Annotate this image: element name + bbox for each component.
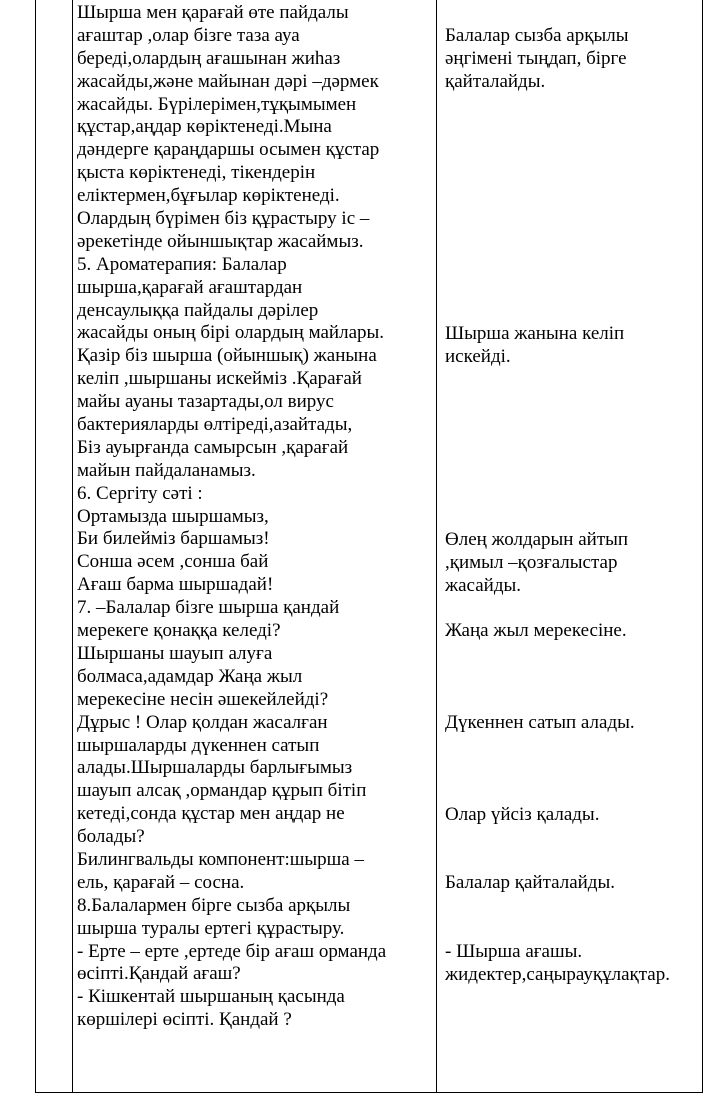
text-line: шауып алсақ ,ормандар құрып бітіп	[77, 780, 367, 802]
text-line: Біз ауырғанда самырсын ,қарағай	[77, 436, 349, 458]
text-line: ель, қарағай – сосна.	[77, 871, 245, 893]
response-line: Шырша жанына келіп	[445, 322, 625, 344]
text-line: 6. Сергіту сәті :	[77, 482, 203, 504]
text-line: Шыршаны шауып алуға	[77, 642, 273, 664]
response-line: Жаңа жыл мерекесіне.	[445, 620, 627, 642]
response-line: Балалар қайталайды.	[445, 872, 615, 894]
text-line: Олардың бүрімен біз құрастыру іс –	[77, 208, 370, 230]
text-line: болады?	[77, 826, 145, 848]
text-line: жасайды оның бірі олардың майлары.	[77, 322, 385, 344]
text-line: жасайды,және майынан дәрі –дәрмек	[77, 70, 379, 92]
text-line: өсіпті.Қандай ағаш?	[77, 963, 241, 985]
text-line: шыршаларды дүкеннен сатып	[77, 734, 320, 756]
text-line: мерекесіне несін әшекейлейді?	[77, 688, 329, 710]
table-cell-activity	[77, 2, 433, 1032]
response-line: жасайды.	[445, 574, 522, 596]
table-border-left	[35, 0, 36, 1092]
text-line: ағаштар ,олар бізге таза ауа	[77, 24, 300, 46]
text-line: мерекеге қонаққа келеді?	[77, 620, 281, 642]
text-line: шырша,қарағай ағаштардан	[77, 276, 303, 298]
response-line: жидектер,саңырауқұлақтар.	[445, 963, 670, 985]
text-line: Сонша әсем ,сонша бай	[77, 551, 269, 573]
text-line: көршілері өсіпті. Қандай ?	[77, 1009, 292, 1031]
table-column-divider	[72, 0, 73, 1092]
response-line: қайталайды.	[445, 70, 546, 92]
text-line: алады.Шыршаларды барлығымыз	[77, 757, 353, 779]
response-line: Өлең жолдарын айтып	[445, 528, 629, 550]
text-line: еліктермен,бұғылар көріктенеді.	[77, 185, 340, 207]
text-line: жасайды. Бүрілерімен,тұқымымен	[77, 93, 357, 115]
text-line: кетеді,сонда құстар мен аңдар не	[77, 803, 345, 825]
text-line: шырша туралы ертегі құрастыру.	[77, 917, 345, 939]
table-border-bottom	[35, 1092, 703, 1093]
text-line: 8.Балалармен бірге сызба арқылы	[77, 894, 351, 916]
text-line: Билингвальды компонент:шырша –	[77, 848, 364, 870]
text-line: - Ерте – ерте ,ертеде бір ағаш орманда	[77, 940, 387, 962]
text-line: береді,олардың ағашынан жиһаз	[77, 47, 341, 69]
text-line: денсаулыққа пайдалы дәрілер	[77, 299, 319, 321]
text-line: майын пайдаланамыз.	[77, 459, 256, 481]
text-line: майы ауаны тазартады,ол вирус	[77, 391, 334, 413]
response-line: Балалар сызба арқылы	[445, 24, 629, 46]
text-line: дәндерге қараңдаршы осымен құстар	[77, 139, 380, 161]
response-line: Дүкеннен сатып алады.	[445, 711, 635, 733]
response-line: Олар үйсіз қалады.	[445, 803, 600, 825]
text-line: Ағаш барма шыршадай!	[77, 574, 274, 596]
text-line: Қазір біз шырша (ойыншық) жанына	[77, 345, 377, 367]
response-line: искейді.	[445, 345, 511, 367]
response-line: - Шырша ағашы.	[445, 940, 583, 962]
text-line: әрекетінде ойыншықтар жасаймыз.	[77, 230, 364, 252]
text-line: Дұрыс ! Олар қолдан жасалған	[77, 711, 328, 733]
text-line: бактерияларды өлтіреді,азайтады,	[77, 414, 353, 436]
text-line: Би билейміз баршамыз!	[77, 528, 270, 550]
response-line: ,қимыл –қозғалыстар	[445, 551, 618, 573]
text-line: Шырша мен қарағай өте пайдалы	[77, 2, 349, 23]
text-line: 7. –Балалар бізге шырша қандай	[77, 597, 340, 619]
text-line: - Кішкентай шыршаның қасында	[77, 986, 345, 1008]
table-column-divider	[436, 0, 437, 1092]
text-line: 5. Ароматерапия: Балалар	[77, 253, 287, 275]
text-line: қыста көріктенеді, тікендерін	[77, 162, 316, 184]
text-line: болмаса,адамдар Жаңа жыл	[77, 665, 303, 687]
text-line: құстар,аңдар көріктенеді.Мына	[77, 116, 332, 138]
text-line: келіп ,шыршаны искейміз .Қарағай	[77, 368, 362, 390]
table-border-right	[702, 0, 703, 1092]
response-line: әңгімені тыңдап, бірге	[445, 47, 627, 69]
text-line: Ортамызда шыршамыз,	[77, 505, 269, 527]
